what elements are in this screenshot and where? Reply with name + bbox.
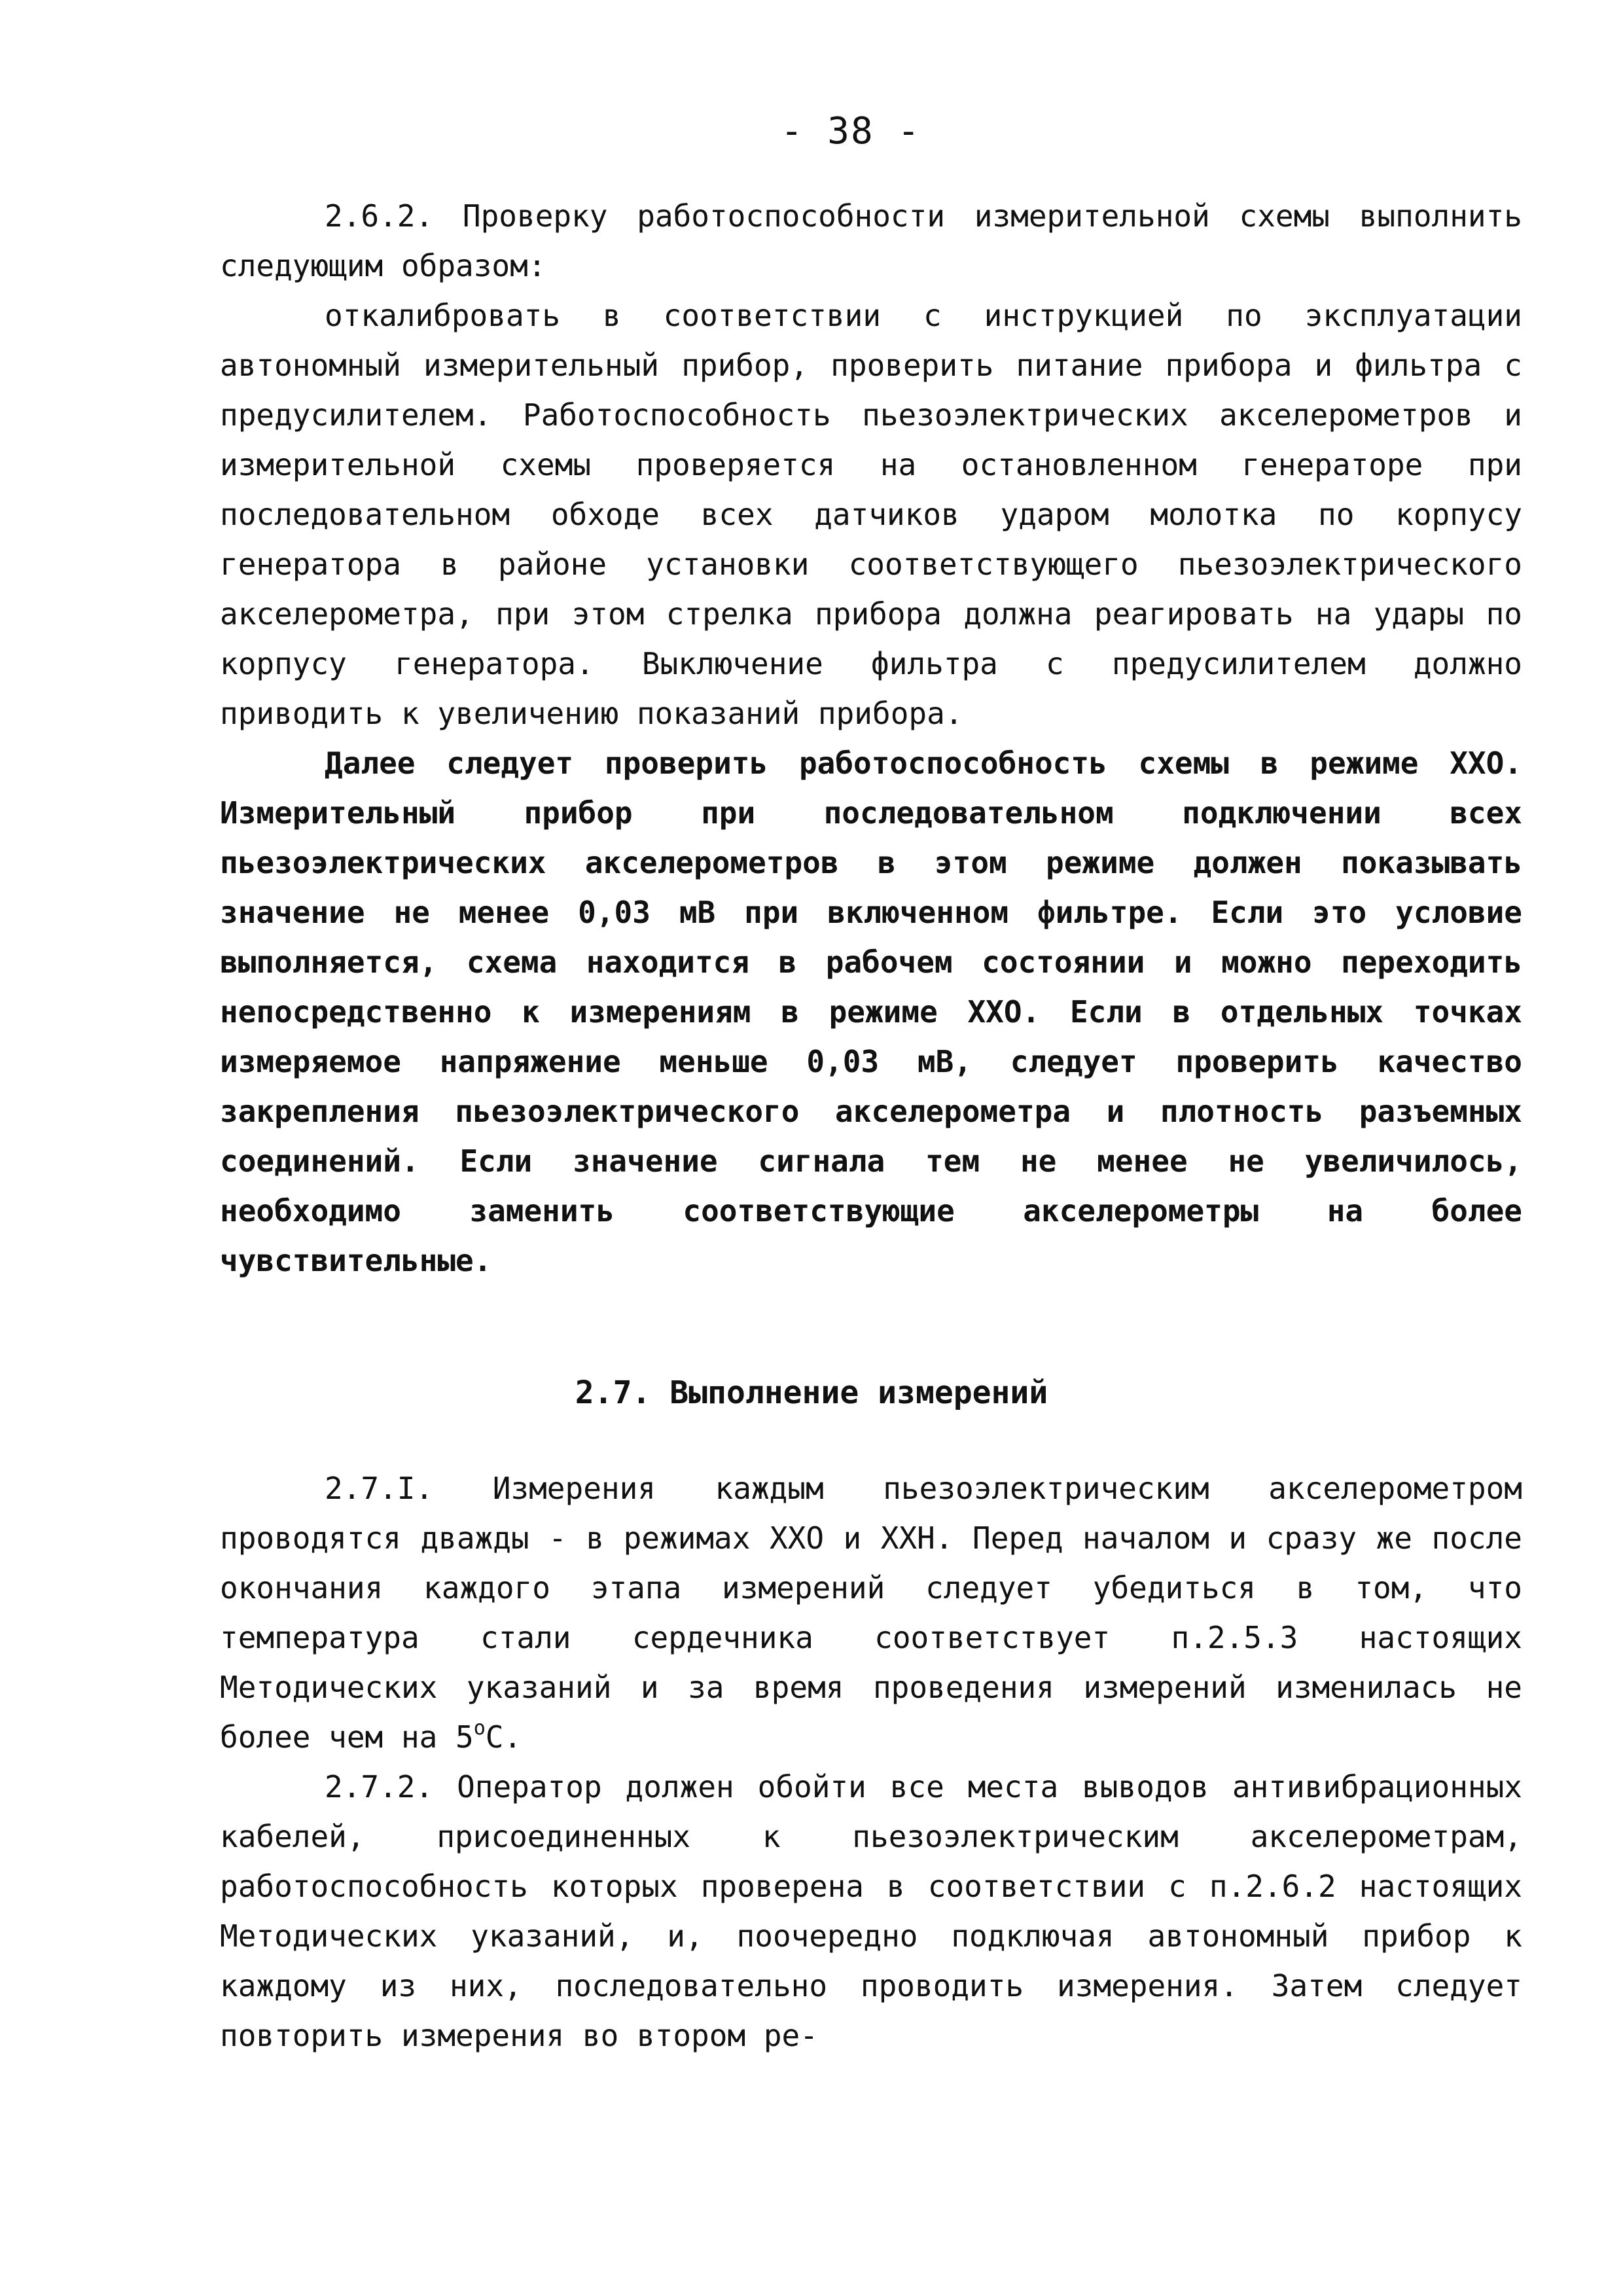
paragraph-2-6-2-intro: 2.6.2. Проверку работоспособности измерительной схемы выполнить следующим образом:: [220, 198, 1522, 283]
paragraph-2-6-2-xxo-check: Далее следует проверить работоспособность схемы в режиме XXО. Измерительный прибор при последовательном подключении всех пьезоэлектрических акселерометров в этом режиме должен показывать значение не менее 0,03 мВ при включенном фильтре. Если это условие выполняется, схема находится в рабочем состоянии и можно переходить непосредственно к измерениям в режиме XXО. Если в отдельных точках измеряемое напряжение меньше 0,03 мВ, следует проверить качество закрепления пьезоэлектрического акселерометра и плотность разъемных соединений. Если значение сигнала тем не менее не увеличилось, необходимо заменить соответствующие акселерометры на более чувствительные.: [220, 745, 1522, 1278]
paragraph-2-7-2: 2.7.2. Оператор должен обойти все места выводов антивибрационных кабелей, присоединенных к пьезоэлектрическим акселерометрам, работоспособность которых проверена в соответствии с п.2.6.2 настоящих Методических указаний, и, поочередно подключая автономный прибор к каждому из них, последовательно проводить измерения. Затем следует повторить измерения во втором ре-: [220, 1769, 1522, 2053]
paragraph-2-7-1-tail: С.: [485, 1719, 522, 1755]
paragraph-2-7-1-text: 2.7.I. Измерения каждым пьезоэлектрическим акселерометром проводятся дважды - в режимах XXО и XXН. Перед началом и сразу же после окончания каждого этапа измерений следует убедиться в том, что температура стали сердечника соответствует п.2.5.3 настоящих Методических указаний и за время проведения измерений изменилась не более чем на 5: [220, 1471, 1522, 1755]
page-number: - 38 -: [780, 110, 921, 152]
paragraph-2-7-1: [220, 1463, 1522, 1762]
degree-superscript: о: [473, 1717, 486, 1740]
paragraph-2-6-2-calibration: откалибровать в соответствии с инструкцией по эксплуатации автономный измерительный прибор, проверить питание прибора и фильтра с предусилителем. Работоспособность пьезоэлектрических акселерометров и измерительной схемы проверяется на остановленном генераторе при последовательном обходе всех датчиков ударом молотка по корпусу генератора в районе установки соответствующего пьезоэлектрического акселерометра, при этом стрелка прибора должна реагировать на удары по корпусу генератора. Выключение фильтра с предусилителем должно приводить к увеличению показаний прибора.: [220, 298, 1522, 731]
section-heading-2-7: 2.7. Выполнение измерений: [575, 1374, 1048, 1411]
section-2-6-2: [220, 191, 1522, 1285]
section-2-7: [220, 1463, 1522, 2060]
